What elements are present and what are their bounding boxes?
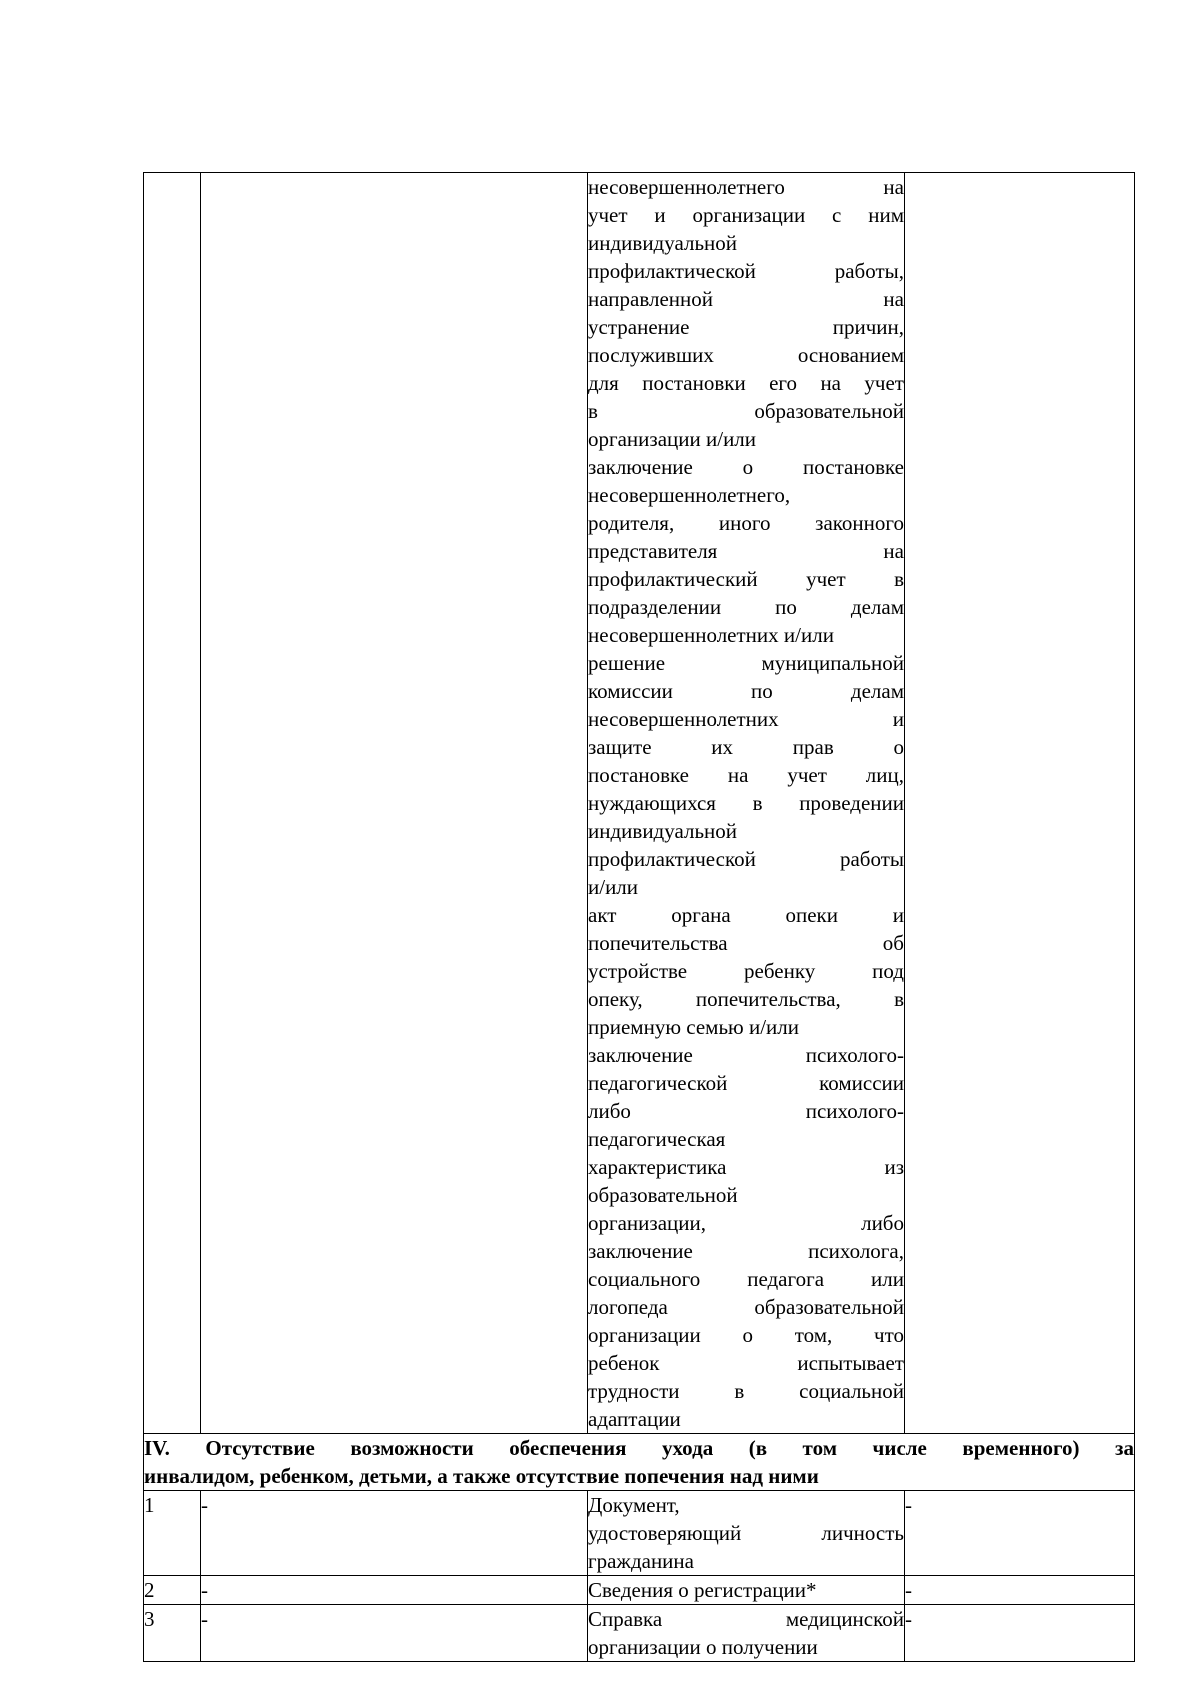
text-line: заключение психолого- — [588, 1043, 904, 1067]
text-line: для постановки его на учет — [588, 371, 904, 395]
text-line: Сведения о регистрации* — [588, 1578, 817, 1602]
text-line: несовершеннолетнего на — [588, 175, 904, 199]
document-text — [588, 1491, 904, 1575]
document-cell — [588, 1491, 905, 1576]
row-number-cell: 3 — [144, 1605, 201, 1662]
text-line: устройстве ребенку под — [588, 959, 904, 983]
table-row-continuation — [144, 173, 1135, 1434]
text-line: опеку, попечительства, в — [588, 987, 904, 1011]
text-line: и/или — [588, 875, 639, 899]
document-cell — [588, 1576, 905, 1605]
document-text — [588, 1605, 904, 1661]
row-number-cell — [144, 173, 201, 1434]
text-line: представителя на — [588, 539, 904, 563]
text-line: устранение причин, — [588, 315, 904, 339]
text-line: комиссии по делам — [588, 679, 904, 703]
document-list-text — [588, 173, 904, 1433]
row-number-cell: 2 — [144, 1576, 201, 1605]
text-line: приемную семью и/или — [588, 1015, 799, 1039]
text-line: трудности в социальной — [588, 1379, 904, 1403]
text-line: ребенок испытывает — [588, 1351, 904, 1375]
text-line: защите их прав о — [588, 735, 904, 759]
text-line: логопеда образовательной — [588, 1295, 904, 1319]
text-line: организации о том, что — [588, 1323, 904, 1347]
text-line: организации о получении — [588, 1635, 818, 1659]
table-row — [144, 1576, 1135, 1605]
text-line: попечительства об — [588, 931, 904, 955]
section-iv-title-line1: IV. Отсутствие возможности обеспечения ухода (в том числе временного) за — [144, 1436, 1134, 1460]
document-cell — [588, 1605, 905, 1662]
text-line: организации и/или — [588, 427, 757, 451]
text-line: либо психолого- — [588, 1099, 904, 1123]
text-line: акт органа опеки и — [588, 903, 904, 927]
text-line: послуживших основанием — [588, 343, 904, 367]
document-text — [588, 1576, 904, 1604]
text-line: педагогической комиссии — [588, 1071, 904, 1095]
table-row — [144, 1605, 1135, 1662]
text-line: родителя, иного законного — [588, 511, 904, 535]
text-line: адаптации — [588, 1407, 681, 1431]
text-line: профилактической работы — [588, 847, 904, 871]
document-list-cell — [588, 173, 905, 1434]
text-line: образовательной — [588, 1183, 738, 1207]
text-line: удостоверяющий личность — [588, 1521, 904, 1545]
text-line: профилактической работы, — [588, 259, 904, 283]
text-line: Документ, — [588, 1493, 680, 1517]
document-page — [143, 172, 1135, 1662]
text-line: направленной на — [588, 287, 904, 311]
category-cell: - — [201, 1576, 588, 1605]
text-line: учет и организации с ним — [588, 203, 904, 227]
text-line: организации, либо — [588, 1211, 904, 1235]
text-line: заключение о постановке — [588, 455, 904, 479]
text-line: несовершеннолетних и/или — [588, 623, 834, 647]
section-heading-row — [144, 1434, 1135, 1491]
text-line: в образовательной — [588, 399, 904, 423]
category-cell: - — [201, 1605, 588, 1662]
documents-table — [143, 172, 1135, 1662]
text-line: заключение психолога, — [588, 1239, 904, 1263]
note-cell: - — [905, 1605, 1135, 1662]
text-line: Справка медицинской — [588, 1607, 904, 1631]
text-line: несовершеннолетних и — [588, 707, 904, 731]
text-line: нуждающихся в проведении — [588, 791, 904, 815]
text-line: индивидуальной — [588, 819, 737, 843]
note-cell: - — [905, 1491, 1135, 1576]
category-cell: - — [201, 1491, 588, 1576]
table-row — [144, 1491, 1135, 1576]
text-line: педагогическая — [588, 1127, 726, 1151]
text-line: гражданина — [588, 1549, 694, 1573]
text-line: профилактический учет в — [588, 567, 904, 591]
note-cell: - — [905, 1576, 1135, 1605]
section-iv-title-line2: инвалидом, ребенком, детьми, а также отсутствие попечения над ними — [144, 1464, 819, 1488]
text-line: характеристика из — [588, 1155, 904, 1179]
category-cell — [201, 173, 588, 1434]
text-line: решение муниципальной — [588, 651, 904, 675]
text-line: постановке на учет лиц, — [588, 763, 904, 787]
text-line: несовершеннолетнего, — [588, 483, 791, 507]
row-number-cell: 1 — [144, 1491, 201, 1576]
note-cell — [905, 173, 1135, 1434]
text-line: социального педагога или — [588, 1267, 904, 1291]
text-line: индивидуальной — [588, 231, 737, 255]
section-iv-heading — [144, 1434, 1135, 1491]
text-line: подразделении по делам — [588, 595, 904, 619]
